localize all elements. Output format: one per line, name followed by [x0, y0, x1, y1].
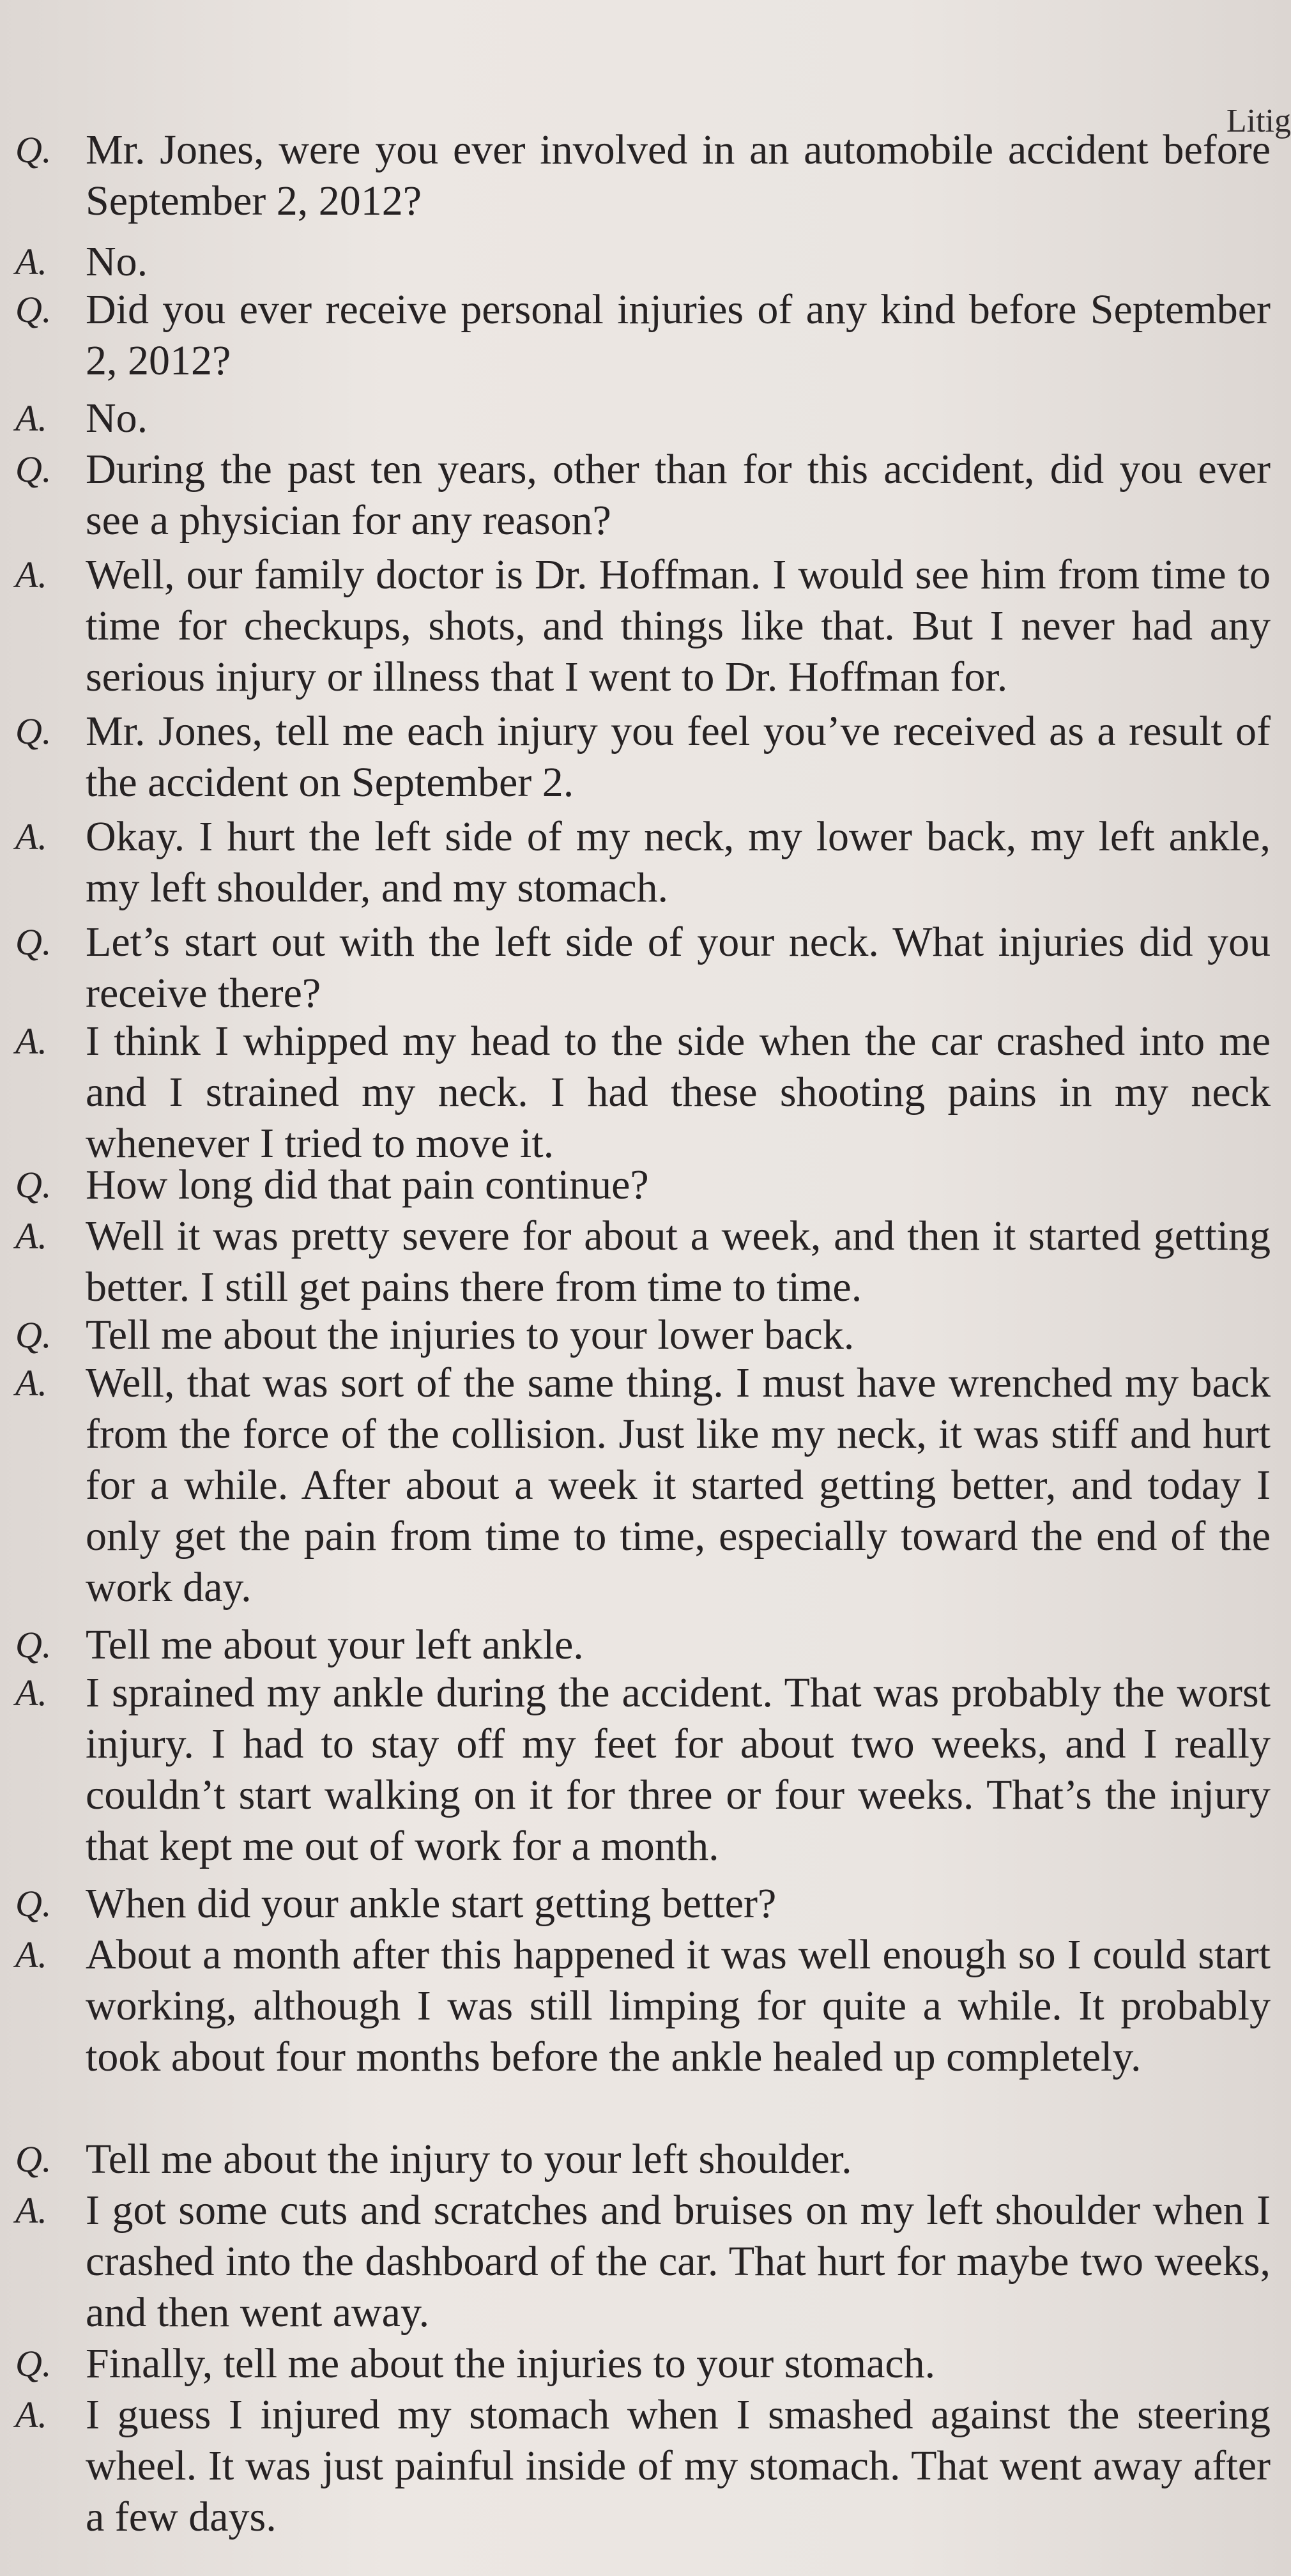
entry-text: I think I whipped my head to the side when the car crashed into me and I strained my neck. I had these shooting pains in my neck whenever I tried to move it.	[86, 1018, 1271, 1167]
entry-text: Finally, tell me about the injuries to your stomach.	[86, 2340, 936, 2387]
entry-text: Tell me about your left ankle.	[86, 1621, 584, 1668]
entry-text: Well, our family doctor is Dr. Hoffman. I would see him from time to time for checkups, shots, and things like that. But I never had any serious injury or illness that I went to Dr. Hoffman for.	[86, 551, 1271, 700]
entry-text: Well it was pretty severe for about a week, and then it started getting better. I still get pains there from time to time.	[86, 1213, 1271, 1310]
speaker-label: A.	[15, 1362, 47, 1404]
speaker-label: Q.	[15, 1164, 52, 1206]
speaker-label: Q.	[15, 289, 52, 330]
speaker-label: A.	[15, 1020, 47, 1062]
speaker-label: Q.	[15, 448, 52, 490]
speaker-label: A.	[15, 2189, 47, 2231]
speaker-label: Q.	[15, 921, 52, 963]
speaker-label: A.	[15, 816, 47, 857]
entry-text: No.	[86, 395, 148, 441]
speaker-label: A.	[15, 397, 47, 439]
speaker-label: A.	[15, 554, 47, 595]
speaker-label: Q.	[15, 129, 52, 171]
entry-text: Okay. I hurt the left side of my neck, my lower back, my left ankle, my left shoulder, and my stomach.	[86, 813, 1271, 911]
entry-text: Tell me about the injuries to your lower back.	[86, 1312, 855, 1358]
entry-text: How long did that pain continue?	[86, 1162, 649, 1208]
speaker-label: A.	[15, 1672, 47, 1713]
entry-text: Well, that was sort of the same thing. I must have wrenched my back from the force of the collision. Just like my neck, it was stiff and hurt for a while. After about a week it started getting better, and today I only get the pain from time to time, especially toward the end of the work day.	[86, 1360, 1271, 1611]
entry-text: Mr. Jones, tell me each injury you feel you’ve received as a result of the accident on September 2.	[86, 708, 1271, 806]
entry-text: About a month after this happened it was well enough so I could start working, although I was still limping for quite a while. It probably took about four months before the ankle healed up completely.	[86, 1931, 1271, 2080]
speaker-label: A.	[15, 1215, 47, 1257]
entry-text: No.	[86, 238, 148, 285]
entry-text: Mr. Jones, were you ever involved in an automobile accident before September 2, 2012?	[86, 126, 1271, 224]
speaker-label: A.	[15, 2394, 47, 2435]
running-header: Litig	[1226, 103, 1291, 139]
speaker-label: A.	[15, 1934, 47, 1975]
entry-text: Let’s start out with the left side of your neck. What injuries did you receive there?	[86, 919, 1271, 1016]
speaker-label: A.	[15, 241, 47, 282]
speaker-label: Q.	[15, 710, 52, 752]
speaker-label: Q.	[15, 2343, 52, 2384]
entry-text: During the past ten years, other than for this accident, did you ever see a physician for any reason?	[86, 446, 1271, 544]
entry-text: When did your ankle start getting better?	[86, 1880, 777, 1927]
speaker-label: Q.	[15, 1314, 52, 1356]
speaker-label: Q.	[15, 1624, 52, 1666]
entry-text: I guess I injured my stomach when I smashed against the steering wheel. It was just painful inside of my stomach. That went away after a few days.	[86, 2391, 1271, 2540]
entry-text: Did you ever receive personal injuries of any kind before September 2, 2012?	[86, 286, 1271, 384]
entry-text: Tell me about the injury to your left shoulder.	[86, 2136, 852, 2182]
speaker-label: Q.	[15, 2138, 52, 2180]
entry-text: I sprained my ankle during the accident. That was probably the worst injury. I had to stay off my feet for about two weeks, and I really couldn’t start walking on it for three or four weeks. That’s the injury that kept me out of work for a month.	[86, 1669, 1271, 1869]
entry-text: I got some cuts and scratches and bruises on my left shoulder when I crashed into the dashboard of the car. That hurt for maybe two weeks, and then went away.	[86, 2187, 1271, 2336]
speaker-label: Q.	[15, 1883, 52, 1924]
